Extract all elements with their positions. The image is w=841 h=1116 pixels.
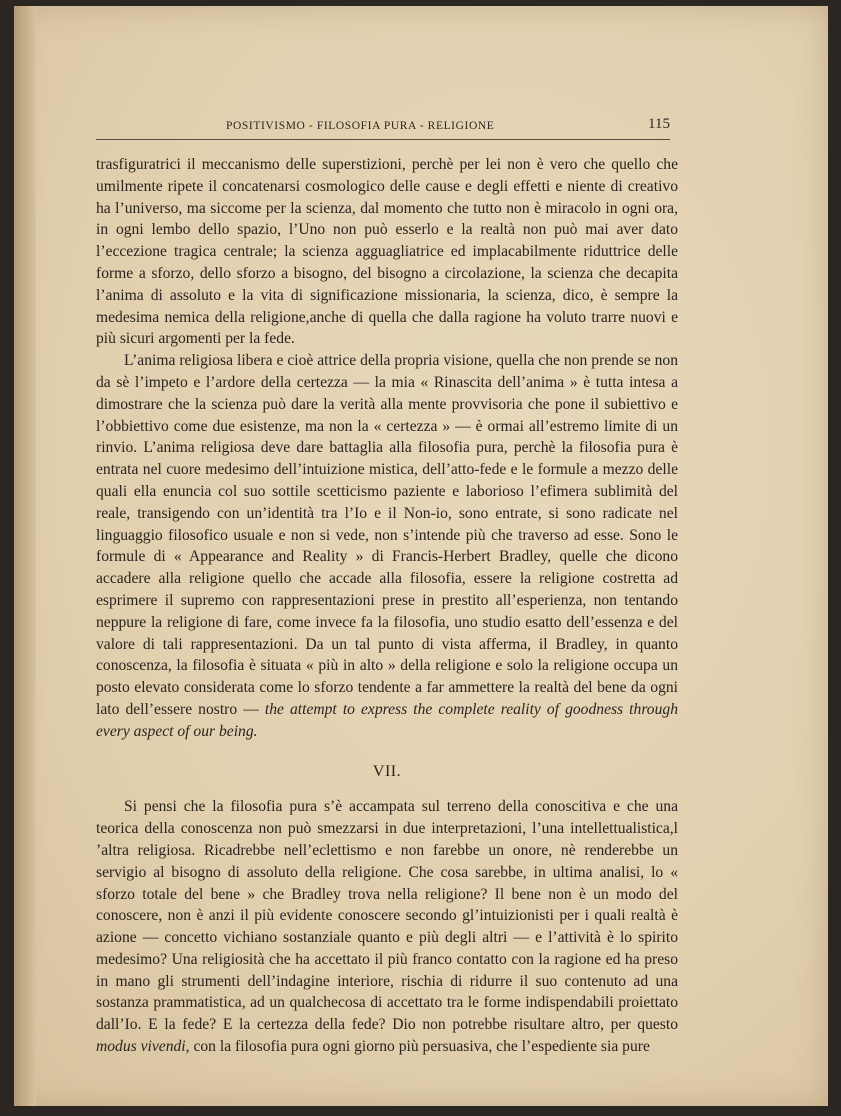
- paragraph-2-text: L’anima religiosa libera e cioè attrice della propria visione, quella che non prende se non da sè l’impeto e l’ardore della certezza — la mia « Rinascita dell’anima » è tutta intesa a dimostrare che la scienza può dare la verità alla mente provvisoria che pone il subiettivo e l’obbiettivo come due esistenze, ma non la « certezza » — è ormai all’estremo limite di un rinvio. L’anima religiosa deve dare battaglia alla filosofia pura, perchè la filosofia pura è entrata nel cuore medesimo dell’intuizione mistica, dell’atto-fede e le formule a mezzo delle quali ella enuncia col suo sottile scetticismo paziente e laborioso l’efimera sublimità del reale, transigendo con un’identità tra l’Io e il Non-io, sono entrate, si sono radicate nel linguaggio filosofico usuale e non si vede, non s’intende più che traverso ad esse. Sono le formule di « Appearance and Reality » di Francis-Herbert Bradley, quelle che dicono accadere alla religione quello che accade alla filosofia, essere la religione costretta ad esprimere il supremo con rappresentazioni prese in prestito all’esperienza, non tentando neppure la religione di fare, come invece fa la filosofia, uno studio esatto dell’essenza e del valore di tali rappresentazioni. Da un tal punto di vista afferma, il Bradley, in quanto conoscenza, la filosofia è situata « più in alto » della religione e solo la religione occupa un posto elevato considerata come lo sforzo tendente a far ammettere la realtà del bene da ogni lato dell’essere nostro —: [96, 352, 678, 718]
- page-gutter: [14, 6, 36, 1106]
- paragraph-2-quote: the attempt to express the complete reality of goodness through every aspect of our being.: [96, 700, 678, 740]
- section-heading: VII.: [372, 762, 402, 780]
- paragraph-3-text: Si pensi che la filosofia pura s’è accampata sul terreno della conoscitiva e che una teorica della conoscenza non può smezzarsi in due interpretazioni, l’una intellettualistica,l ’altra religiosa. Ricadrebbe nell’eclettismo e non farebbe un onore, nè renderebbe un servigio al bisogno di assoluto della religione. Che cosa sarebbe, in ultima analisi, lo « sforzo totale del bene » che Bradley trova nella religione? Il bene non è un modo del conoscere, non è anzi il più evidente conoscere secondo gl’intuizionisti per i quali realtà è azione — concetto vichiano sostanziale quanto e più degli altri — e l’attività è lo spirito medesimo? Una religiosità che ha accettato il più franco contatto con la ragione ed ha preso in mano gli strumenti dell’indagine interiore, rischia di ridurre il suo contenuto ad una sostanza prammatistica, ad un qualchecosa di accettato tra le forme indispendabili proiettato dall’Io. E la fede? E la certezza della fede? Dio non potrebbe risultare altro, per questo: [96, 798, 678, 1034]
- header-rule: [96, 139, 670, 140]
- page-body: [96, 154, 678, 1058]
- paragraph-3-italic: modus vivendi,: [96, 1038, 190, 1056]
- paragraph-3: [96, 796, 678, 1058]
- page-number: 115: [648, 116, 670, 132]
- page-header: [96, 116, 670, 138]
- paragraph-1: trasfiguratrici il meccanismo delle superstizioni, perchè per lei non è vero che quello che umilmente ripete il concatenarsi cosmologico delle cause e degli effetti e niente di creativo ha l’universo, ma siccome per la scienza, dal momento che tutto non è miracolo in ogni ora, in ogni lembo dello spazio, l’Uno non può esserlo e la realtà non può mai aver dato l’eccezione tragica centrale; la scienza agguagliatrice ed implacabilmente riduttrice delle forme a sforzo, dello sforzo a bisogno, del bisogno a circolazione, la scienza che decapita l’anima di assoluto e la vita di significazione missionaria, la scienza, dico, è sempre la medesima nemica della religione,anche di quella che dalla ragione ha voluto trarre nuovi e più sicuri argomenti per la fede.: [96, 156, 678, 348]
- running-head: POSITIVISMO - FILOSOFIA PURA - RELIGIONE: [226, 120, 495, 132]
- paragraph-2: [96, 350, 678, 742]
- paragraph-3-tail: con la filosofia pura ogni giorno più persuasiva, che l’espediente sia pure: [193, 1038, 650, 1056]
